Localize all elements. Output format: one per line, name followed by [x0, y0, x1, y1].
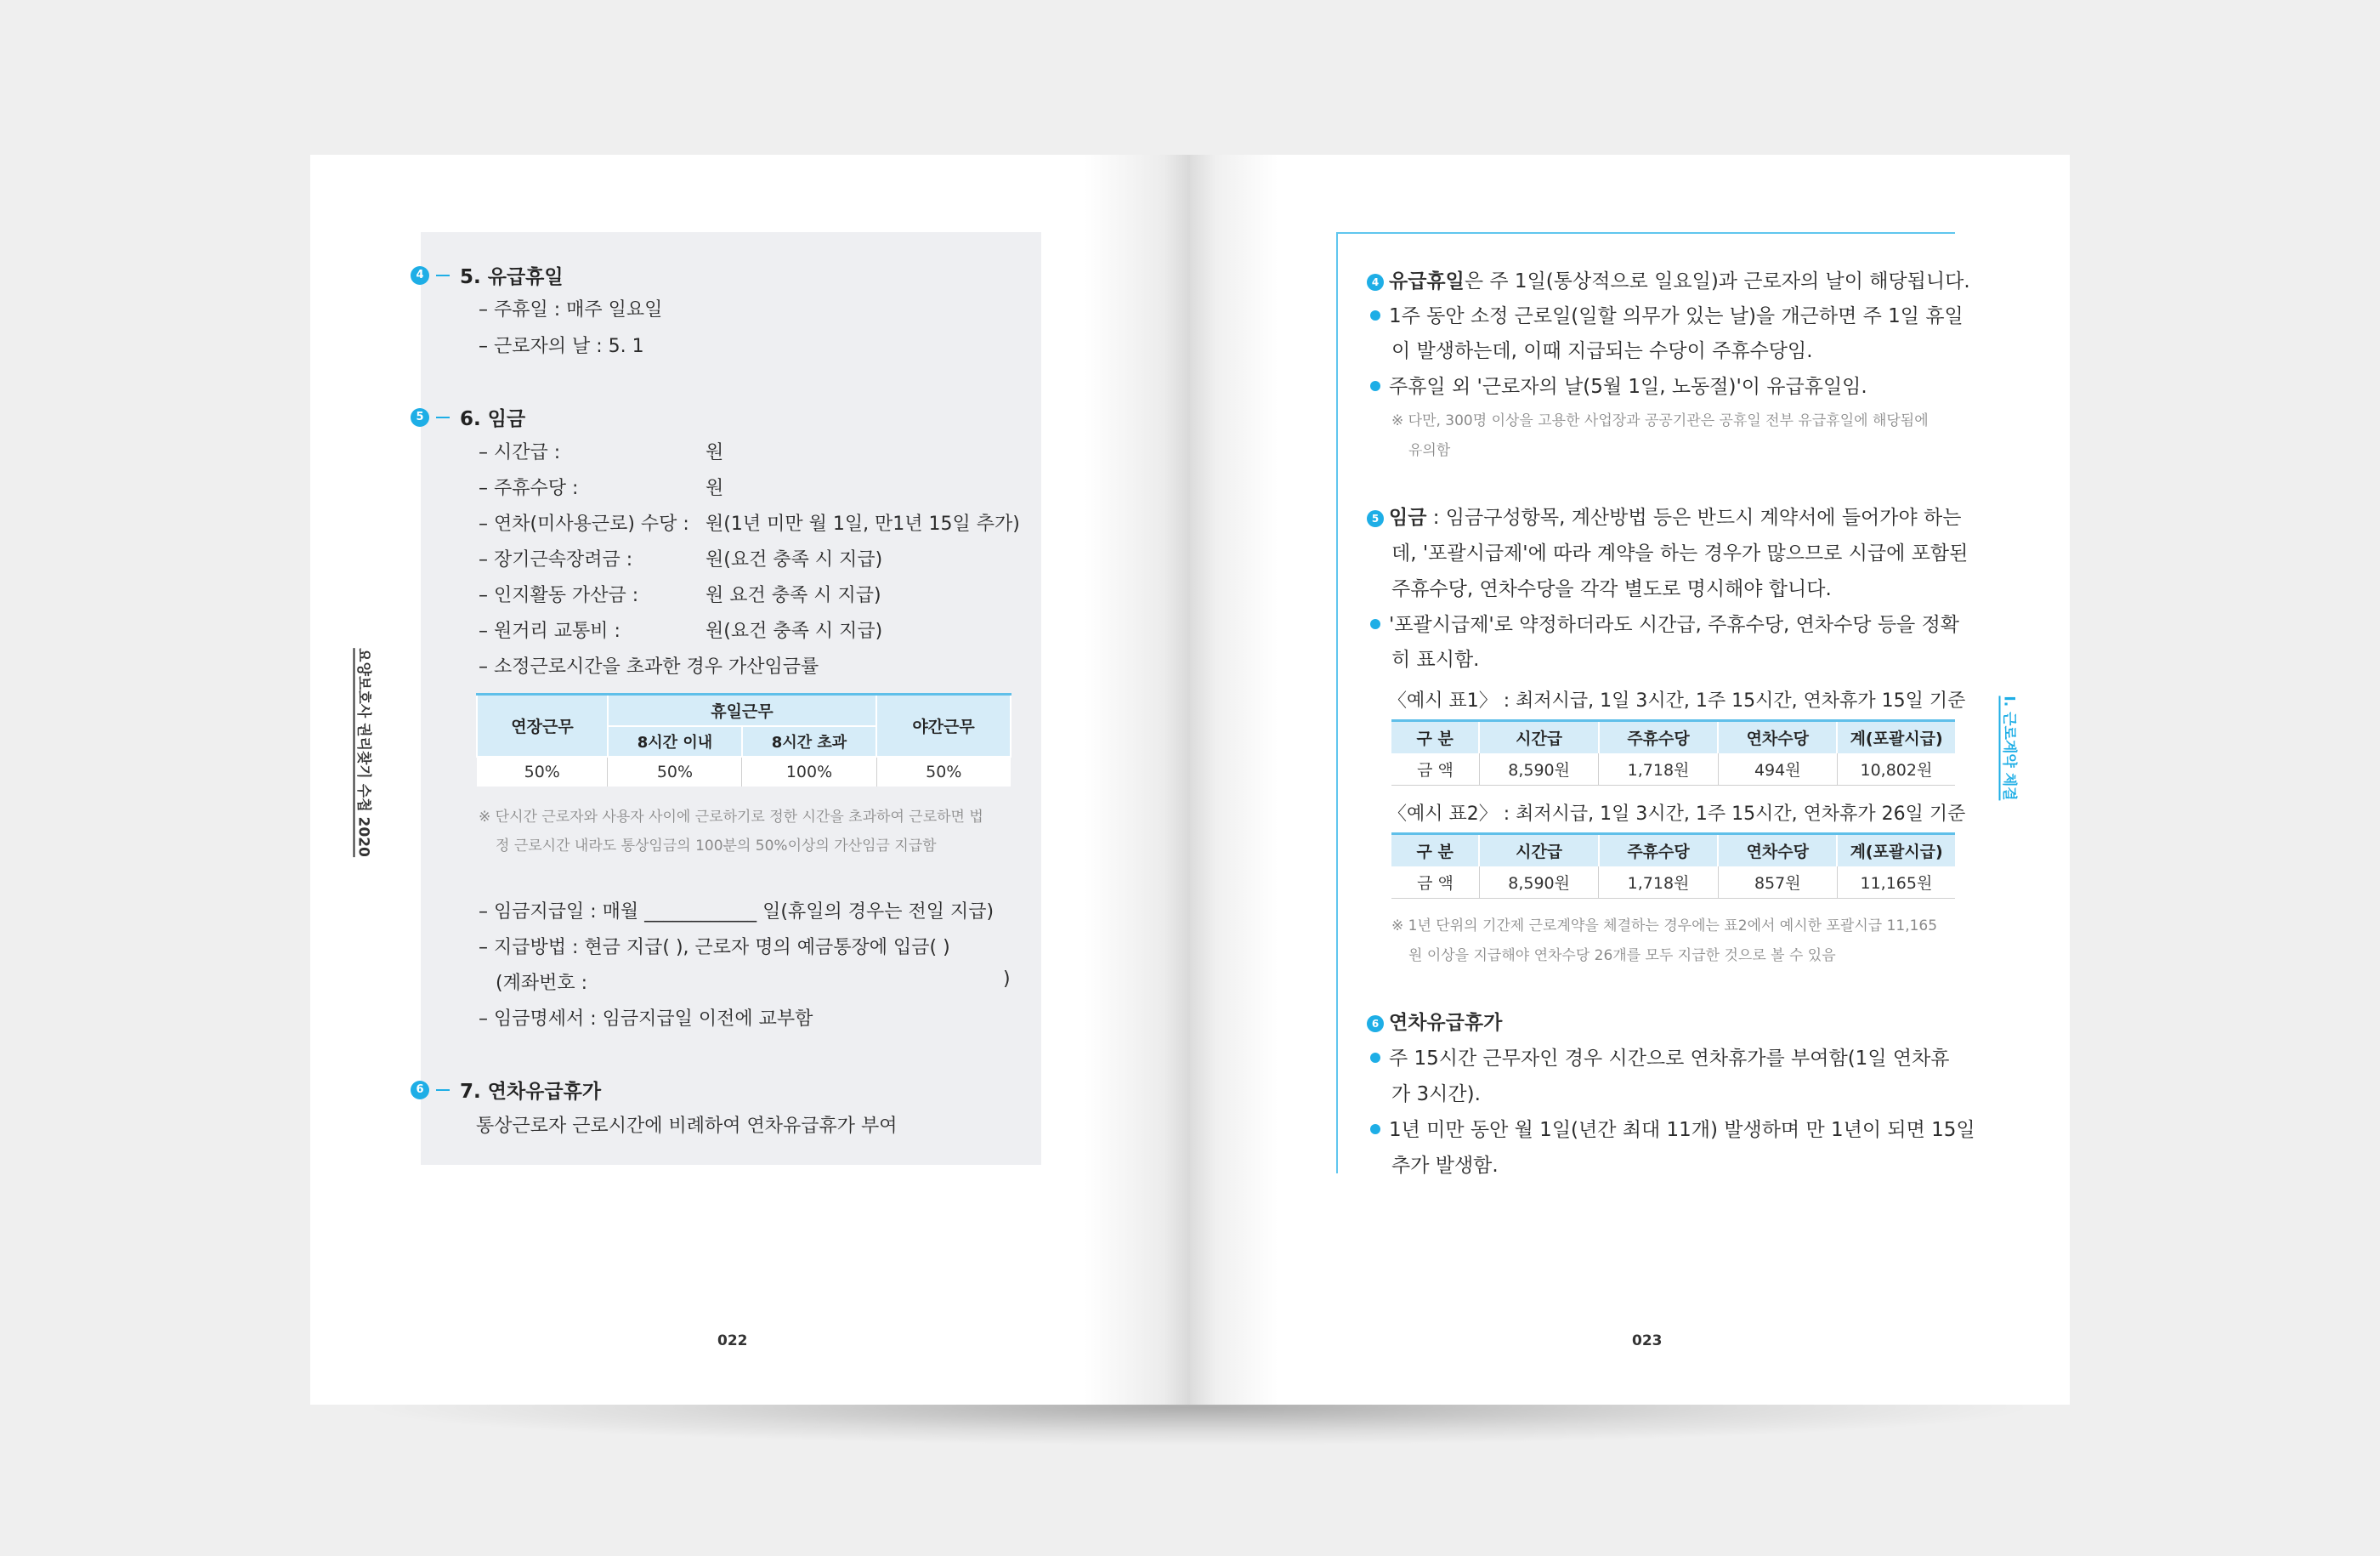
table-cell: 494원: [1718, 753, 1837, 786]
table-header: 야간근무: [876, 695, 1011, 758]
table-cell: 50%: [876, 757, 1011, 787]
wage-item-value: 원 요건 충족 시 지급): [706, 585, 881, 606]
right-sidebar-title: I. 근로계약 체결: [1999, 697, 2021, 799]
account-number-line: (계좌번호 :: [496, 973, 587, 994]
table-header: 연장근무: [477, 695, 608, 758]
table-header: 계(포괄시급): [1837, 834, 1955, 867]
table-cell: 1,718원: [1599, 753, 1718, 786]
table-header: 연차수당: [1718, 721, 1837, 754]
bullet-dot: [1370, 310, 1380, 321]
number-badge: 6: [411, 1081, 429, 1099]
wage-item-value: 원(요건 충족 시 지급): [706, 549, 883, 571]
section-paid-holiday-heading: [411, 261, 564, 289]
wage-item-value: 원: [706, 478, 724, 499]
number-badge: 4: [1367, 274, 1384, 291]
table-header: 휴일근무: [608, 695, 876, 727]
wage-item-value: 원: [706, 442, 724, 463]
section-title: 7. 연차유급휴가: [460, 1081, 602, 1103]
wage-intro-line: 주휴수당, 연차수당을 각각 별도로 명시해야 합니다.: [1391, 578, 1832, 600]
annual-leave-intro: [1367, 1007, 1502, 1035]
example-table-1: [1391, 719, 1955, 786]
table-header: 8시간 초과: [742, 726, 876, 757]
table-cell: 1,718원: [1599, 866, 1718, 899]
weekly-holiday-line: – 주휴일 : 매주 일요일: [479, 299, 663, 321]
premium-rate-table: [476, 693, 1012, 787]
table-header: 계(포괄시급): [1837, 721, 1955, 754]
wage-item-label: – 시간급 :: [479, 442, 561, 463]
connector-line: [436, 417, 450, 418]
footnote: 정 근로시간 내라도 통상임금의 100분의 50%이상의 가산임금 지급함: [496, 838, 937, 855]
bullet-continuation: 히 표시함.: [1391, 649, 1480, 671]
wage-item-label: – 원거리 교통비 :: [479, 621, 620, 642]
table-cell: 8,590원: [1479, 866, 1598, 899]
example-table-2-title: 〈예시 표2〉 : 최저시급, 1일 3시간, 1주 15시간, 연차휴가 26일 기준: [1388, 804, 1966, 825]
wage-intro-line: 데, '포괄시급제'에 따라 계약을 하는 경우가 많으므로 시급에 포함된: [1391, 542, 1969, 565]
table-header: 시간급: [1479, 834, 1598, 867]
bullet-line: [1370, 1042, 1950, 1070]
table-cell: 11,165원: [1837, 866, 1955, 899]
bullet-text: '포괄시급제'로 약정하더라도 시간급, 주휴수당, 연차수당 등을 정확: [1389, 614, 1960, 636]
bullet-text: 1년 미만 동안 월 1일(년간 최대 11개) 발생하며 만 1년이 되면 15일: [1389, 1119, 1975, 1141]
footnote: ※ 단시간 근로자와 사용자 사이에 근로하기로 정한 시간을 초과하여 근로하면 법: [479, 809, 983, 826]
table-cell: 100%: [742, 757, 876, 787]
table-header: 구 분: [1391, 721, 1479, 754]
pay-slip-line: – 임금명세서 : 임금지급일 이전에 교부함: [479, 1008, 813, 1030]
example-table-1-title: 〈예시 표1〉 : 최저시급, 1일 3시간, 1주 15시간, 연차휴가 15일 기준: [1388, 690, 1966, 712]
topic-title: 연차유급휴가: [1389, 1012, 1503, 1034]
footnote: 원 이상을 지급해야 연차수당 26개를 모두 지급한 것으로 볼 수 있음: [1408, 947, 1836, 964]
paid-holiday-intro: [1367, 265, 1970, 293]
table-header: 주휴수당: [1599, 834, 1718, 867]
bullet-dot: [1370, 381, 1380, 391]
topic-title: 임금: [1389, 507, 1427, 529]
table-header: 주휴수당: [1599, 721, 1718, 754]
bullet-dot: [1370, 1053, 1380, 1063]
table-cell: 857원: [1718, 866, 1837, 899]
bullet-line: [1370, 371, 1867, 399]
footnote: 유의함: [1408, 442, 1451, 459]
example-table-2: [1391, 832, 1955, 899]
bullet-text: 주 15시간 근무자인 경우 시간으로 연차휴가를 부여함(1일 연차휴: [1389, 1048, 1950, 1070]
pay-day-line: – 임금지급일 : 매월 ____________ 일(휴일의 경우는 전일 지급): [479, 901, 994, 923]
number-badge: 6: [1367, 1015, 1384, 1032]
page-number: 023: [1632, 1332, 1663, 1349]
bullet-continuation: 추가 발생함.: [1391, 1155, 1499, 1177]
wage-item-value: 원(1년 미만 월 1일, 만1년 15일 추가): [706, 514, 1020, 535]
footnote: ※ 1년 단위의 기간제 근로계약을 체결하는 경우에는 표2에서 예시한 포괄시급 11,165: [1391, 917, 1938, 934]
bullet-line: [1370, 609, 1959, 637]
footnote: ※ 다만, 300명 이상을 고용한 사업장과 공공기관은 공휴일 전부 유급휴일에 해당됨에: [1391, 412, 1929, 429]
connector-line: [436, 275, 450, 276]
number-badge: 5: [1367, 510, 1384, 527]
bullet-dot: [1370, 1124, 1380, 1134]
wage-item-label: – 인지활동 가산금 :: [479, 585, 639, 606]
wage-item-label: – 연차(미사용근로) 수당 :: [479, 514, 689, 535]
wage-intro: [1367, 502, 1961, 530]
table-cell: 10,802원: [1837, 753, 1955, 786]
annual-leave-line: 통상근로자 근로시간에 비례하여 연차유급휴가 부여: [476, 1116, 898, 1137]
table-cell: 8,590원: [1479, 753, 1598, 786]
table-cell: 50%: [608, 757, 742, 787]
section-title: 5. 유급휴일: [460, 266, 564, 288]
table-header: 시간급: [1479, 721, 1598, 754]
table-cell: 금 액: [1391, 866, 1479, 899]
wage-item-label: – 장기근속장려금 :: [479, 549, 633, 571]
table-header: 연차수당: [1718, 834, 1837, 867]
number-badge: 4: [411, 266, 429, 285]
topic-title: 유급휴일: [1389, 270, 1465, 292]
bullet-text: 1주 동안 소정 근로일(일할 의무가 있는 날)을 개근하면 주 1일 휴일: [1389, 305, 1964, 327]
bullet-line: [1370, 300, 1964, 328]
bullet-continuation: 가 3시간).: [1391, 1083, 1481, 1105]
bullet-continuation: 이 발생하는데, 이때 지급되는 수당이 주휴수당임.: [1391, 340, 1813, 362]
table-header: 구 분: [1391, 834, 1479, 867]
bullet-text: 주휴일 외 '근로자의 날(5월 1일, 노동절)'이 유급휴일임.: [1389, 376, 1867, 398]
table-cell: 금 액: [1391, 753, 1479, 786]
topic-text: 은 주 1일(통상적으로 일요일)과 근로자의 날이 해당됩니다.: [1464, 270, 1970, 292]
premium-rate-line: – 소정근로시간을 초과한 경우 가산임금률: [479, 656, 819, 678]
bullet-dot: [1370, 619, 1380, 629]
section-annual-leave-heading: [411, 1076, 601, 1104]
left-sidebar-title: 요양보호사 권리찾기 수첩 2020: [354, 650, 376, 855]
labor-day-line: – 근로자의 날 : 5. 1: [479, 336, 644, 357]
section-wage-heading: [411, 403, 525, 431]
table-cell: 50%: [477, 757, 608, 787]
account-number-close: ): [1003, 968, 1011, 990]
page-number: 022: [717, 1332, 748, 1349]
connector-line: [436, 1089, 450, 1091]
topic-text: : 임금구성항목, 계산방법 등은 반드시 계약서에 들어가야 하는: [1426, 507, 1962, 529]
frame-top-line: [1336, 232, 1955, 234]
frame-left-line: [1336, 232, 1338, 1173]
number-badge: 5: [411, 408, 429, 427]
bullet-line: [1370, 1114, 1975, 1142]
wage-item-value: 원(요건 충족 시 지급): [706, 621, 883, 642]
table-header: 8시간 이내: [608, 726, 742, 757]
wage-item-label: – 주휴수당 :: [479, 478, 579, 499]
section-title: 6. 임금: [460, 408, 526, 430]
pay-method-line: – 지급방법 : 현금 지급( ), 근로자 명의 예금통장에 입금( ): [479, 937, 950, 958]
